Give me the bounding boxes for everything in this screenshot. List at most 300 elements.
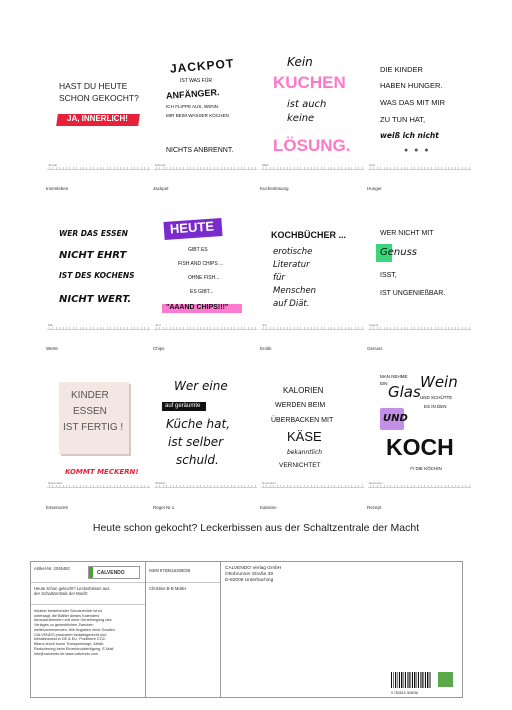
- day-tick: [166, 485, 167, 488]
- day-tick: [424, 327, 425, 330]
- day-tick: [435, 485, 436, 488]
- item-title: Heute schon gekocht? Leckerbissen aus der Schaltzentrale der Macht: [34, 586, 110, 597]
- day-tick: [120, 327, 121, 330]
- month-label: Januar: [48, 163, 58, 167]
- publisher-line-3: D-82008 Unterhaching: [225, 578, 274, 583]
- day-tick: [465, 485, 466, 488]
- day-tick: [49, 327, 50, 330]
- day-tick: [244, 327, 245, 330]
- day-tick: [137, 485, 138, 488]
- day-tick: [214, 167, 215, 170]
- day-tick: [163, 485, 164, 488]
- day-tick: [131, 327, 132, 330]
- info-right-column: [221, 562, 464, 697]
- day-tick: [207, 327, 208, 330]
- day-tick: [117, 167, 118, 170]
- day-tick: [204, 485, 205, 488]
- day-tick: [73, 485, 74, 488]
- day-tick: [217, 485, 218, 488]
- day-tick: [190, 167, 191, 170]
- day-tick: [83, 167, 84, 170]
- mar-line-1: Kein: [287, 55, 313, 69]
- day-tick: [362, 167, 363, 170]
- feb-line-2: IST WAS FÜR: [180, 78, 212, 84]
- month-label: August: [369, 323, 379, 327]
- caption-october: Regel Nr.1: [153, 505, 175, 510]
- day-tick: [93, 327, 94, 330]
- caption-july: Erotik: [260, 346, 272, 351]
- day-tick: [159, 167, 160, 170]
- caption-august: Genuss: [367, 346, 383, 351]
- day-tick: [407, 485, 408, 488]
- day-tick: [197, 327, 198, 330]
- may-line-3: IST DES KOCHENS: [59, 271, 135, 280]
- day-tick: [297, 327, 298, 330]
- aug-line-4: IST UNGENIEßBAR.: [380, 290, 446, 297]
- day-tick: [455, 485, 456, 488]
- day-tick: [183, 485, 184, 488]
- day-tick: [248, 485, 249, 488]
- jul-line-6: auf Diät.: [273, 299, 310, 309]
- day-tick: [458, 167, 459, 170]
- mar-line-2: KUCHEN: [273, 73, 346, 92]
- sep-line-2: ESSEN: [73, 406, 107, 417]
- day-tick: [131, 485, 132, 488]
- day-tick: [384, 485, 385, 488]
- day-tick: [144, 327, 145, 330]
- day-tick: [452, 327, 453, 330]
- day-tick: [52, 485, 53, 488]
- day-tick: [137, 167, 138, 170]
- day-tick: [294, 327, 295, 330]
- apr-dots: ● ● ●: [404, 147, 431, 154]
- month-label: September: [48, 481, 63, 485]
- jun-line-5: ES GIBT...: [190, 289, 214, 295]
- oct-line-2: auf geräumte: [165, 403, 201, 409]
- july-artwork: [259, 210, 366, 328]
- apr-line-1: DIE KINDER: [380, 65, 423, 74]
- item-number: Artikel-Nr. 2045482: [34, 566, 70, 571]
- day-tick: [187, 485, 188, 488]
- day-tick: [248, 327, 249, 330]
- august-artwork: [366, 210, 473, 328]
- mar-line-4: keine: [287, 113, 315, 124]
- caption-november: Kalorien: [260, 505, 277, 510]
- day-tick: [221, 327, 222, 330]
- month-cell-september: [45, 368, 152, 498]
- day-tick: [52, 167, 53, 170]
- month-cell-july: [259, 210, 366, 340]
- jul-line-2: erotische: [273, 247, 313, 257]
- day-tick: [270, 485, 271, 488]
- day-tick: [331, 485, 332, 488]
- sep-line-3: IST FERTIG !: [63, 422, 124, 433]
- day-tick: [97, 327, 98, 330]
- day-tick: [314, 485, 315, 488]
- day-tick: [370, 327, 371, 330]
- day-tick: [324, 167, 325, 170]
- day-tick: [448, 327, 449, 330]
- day-tick: [214, 327, 215, 330]
- day-tick: [217, 167, 218, 170]
- day-tick: [59, 167, 60, 170]
- day-tick: [231, 327, 232, 330]
- day-tick: [311, 167, 312, 170]
- day-tick: [227, 327, 228, 330]
- day-tick: [435, 167, 436, 170]
- jul-line-1: KOCHBÜCHER ...: [271, 230, 347, 240]
- day-tick: [110, 327, 111, 330]
- apr-line-4: ZU TUN HAT,: [380, 115, 426, 124]
- day-tick: [370, 485, 371, 488]
- day-tick: [107, 327, 108, 330]
- day-tick: [255, 167, 256, 170]
- jul-line-5: Menschen: [273, 286, 317, 296]
- day-tick: [452, 167, 453, 170]
- month-label: April: [369, 163, 376, 167]
- day-tick: [166, 327, 167, 330]
- feb-line-1: JACKPOT: [169, 56, 235, 76]
- aug-line-2: Genuss: [380, 247, 417, 258]
- month-cell-november: [259, 368, 366, 498]
- day-tick: [297, 167, 298, 170]
- day-tick: [418, 167, 419, 170]
- day-tick: [224, 167, 225, 170]
- december-artwork: [366, 368, 473, 486]
- day-tick: [234, 327, 235, 330]
- nov-line-2: WERDEN BEIM: [275, 402, 326, 409]
- day-tick: [97, 485, 98, 488]
- day-tick: [404, 485, 405, 488]
- day-tick: [414, 327, 415, 330]
- day-tick: [469, 167, 470, 170]
- day-tick: [401, 485, 402, 488]
- month-label: November: [262, 481, 276, 485]
- day-tick: [428, 167, 429, 170]
- day-tick: [448, 485, 449, 488]
- day-tick: [394, 485, 395, 488]
- day-tick: [103, 167, 104, 170]
- day-tick: [345, 485, 346, 488]
- month-label: Juni: [155, 323, 161, 327]
- day-tick: [445, 327, 446, 330]
- day-tick: [307, 327, 308, 330]
- day-tick: [63, 327, 64, 330]
- day-tick: [414, 167, 415, 170]
- day-tick: [314, 327, 315, 330]
- day-tick: [156, 327, 157, 330]
- day-tick: [404, 327, 405, 330]
- dec-line-5: UND SCHÜTTE: [420, 395, 453, 400]
- day-tick: [307, 167, 308, 170]
- day-tick: [311, 327, 312, 330]
- day-tick: [120, 167, 121, 170]
- oct-line-4: ist selber: [168, 435, 224, 449]
- day-tick: [241, 167, 242, 170]
- day-tick: [90, 327, 91, 330]
- jan-line-2: SCHON GEKOCHT?: [59, 93, 139, 103]
- day-tick: [435, 327, 436, 330]
- day-tick: [324, 485, 325, 488]
- caption-september: Essenszeit: [46, 505, 68, 510]
- day-tick: [431, 167, 432, 170]
- day-tick: [107, 485, 108, 488]
- day-tick: [86, 327, 87, 330]
- jun-line-4: OHNE FISH...: [188, 275, 220, 281]
- day-tick: [390, 167, 391, 170]
- day-tick: [193, 167, 194, 170]
- day-tick: [338, 327, 339, 330]
- day-tick: [377, 327, 378, 330]
- day-tick: [401, 167, 402, 170]
- feb-line-3: ANFÄNGER.: [165, 87, 220, 101]
- day-tick: [197, 485, 198, 488]
- day-tick: [377, 485, 378, 488]
- day-tick: [324, 327, 325, 330]
- day-tick: [341, 167, 342, 170]
- jul-line-4: für: [273, 273, 285, 283]
- day-tick: [59, 327, 60, 330]
- day-tick: [56, 485, 57, 488]
- day-tick: [348, 327, 349, 330]
- day-tick: [134, 327, 135, 330]
- day-tick: [328, 167, 329, 170]
- publisher-line-2: Ottobrunner Straße 39: [225, 572, 273, 577]
- day-tick: [80, 485, 81, 488]
- day-tick: [287, 485, 288, 488]
- day-tick: [173, 167, 174, 170]
- month-cell-may: [45, 210, 152, 340]
- day-tick: [373, 327, 374, 330]
- day-tick: [414, 485, 415, 488]
- day-tick: [137, 327, 138, 330]
- day-tick: [217, 327, 218, 330]
- day-tick: [390, 327, 391, 330]
- day-tick: [127, 167, 128, 170]
- product-info-box: [30, 561, 463, 698]
- day-tick: [407, 167, 408, 170]
- day-tick: [183, 167, 184, 170]
- day-tick: [231, 485, 232, 488]
- calendar-title: Heute schon gekocht? Leckerbissen aus der Schaltzentrale der Macht: [92, 522, 420, 534]
- dec-line-2: EIN: [380, 381, 388, 386]
- day-tick: [69, 167, 70, 170]
- day-tick: [307, 485, 308, 488]
- day-tick: [317, 167, 318, 170]
- day-tick: [148, 167, 149, 170]
- dec-line-8: KOCH: [386, 434, 454, 460]
- day-tick: [424, 167, 425, 170]
- month-label: Februar: [155, 163, 166, 167]
- day-tick: [380, 327, 381, 330]
- day-tick: [300, 485, 301, 488]
- day-tick: [362, 485, 363, 488]
- november-artwork: [259, 368, 366, 486]
- jun-line-2: GIBT ES: [188, 247, 208, 253]
- january-artwork: [45, 50, 152, 168]
- day-tick: [270, 327, 271, 330]
- apr-line-2: HABEN HUNGER.: [380, 81, 443, 90]
- day-tick: [190, 327, 191, 330]
- february-artwork: [152, 50, 259, 168]
- day-tick: [287, 327, 288, 330]
- day-tick: [56, 167, 57, 170]
- nov-line-1: KALORIEN: [283, 386, 324, 395]
- day-tick: [124, 167, 125, 170]
- day-tick: [80, 167, 81, 170]
- day-tick: [204, 167, 205, 170]
- day-tick: [394, 167, 395, 170]
- day-tick: [238, 167, 239, 170]
- day-tick: [445, 485, 446, 488]
- day-tick: [93, 167, 94, 170]
- day-tick: [266, 167, 267, 170]
- day-tick: [207, 167, 208, 170]
- month-label: Dezember: [369, 481, 383, 485]
- day-tick: [263, 485, 264, 488]
- day-tick: [266, 327, 267, 330]
- day-tick: [317, 485, 318, 488]
- info-middle-column: [146, 562, 221, 697]
- day-tick: [418, 327, 419, 330]
- day-tick: [180, 167, 181, 170]
- day-tick: [355, 485, 356, 488]
- caption-may: Werte: [46, 346, 58, 351]
- day-tick: [283, 327, 284, 330]
- day-tick: [384, 327, 385, 330]
- day-tick: [266, 485, 267, 488]
- day-tick: [90, 485, 91, 488]
- day-tick: [465, 327, 466, 330]
- month-label: März: [262, 163, 269, 167]
- day-tick: [469, 327, 470, 330]
- jun-line-1: HEUTE: [169, 218, 215, 237]
- day-tick: [63, 167, 64, 170]
- day-tick: [321, 485, 322, 488]
- day-tick: [117, 327, 118, 330]
- may-artwork: [45, 210, 152, 328]
- day-tick: [290, 327, 291, 330]
- day-tick: [270, 167, 271, 170]
- day-tick: [159, 485, 160, 488]
- day-tick: [103, 327, 104, 330]
- jun-line-6: "AAAND CHIPS!!!": [166, 304, 229, 311]
- day-tick: [144, 485, 145, 488]
- day-tick: [455, 327, 456, 330]
- day-tick: [290, 485, 291, 488]
- author: Christine B-B Müller: [149, 586, 187, 591]
- day-tick: [401, 327, 402, 330]
- day-tick: [421, 327, 422, 330]
- day-tick: [156, 167, 157, 170]
- day-tick: [334, 485, 335, 488]
- day-tick: [441, 167, 442, 170]
- jan-line-1: HAST DU HEUTE: [59, 81, 128, 91]
- barcode-number: 9 783516 305036: [391, 691, 419, 695]
- day-tick: [311, 485, 312, 488]
- day-tick: [224, 327, 225, 330]
- day-tick: [210, 327, 211, 330]
- day-tick: [407, 327, 408, 330]
- day-tick: [110, 167, 111, 170]
- september-artwork: [45, 368, 152, 486]
- info-left-column: [31, 562, 146, 697]
- april-artwork: [366, 50, 473, 168]
- day-tick: [287, 167, 288, 170]
- day-tick: [424, 485, 425, 488]
- day-tick: [455, 167, 456, 170]
- day-tick: [200, 327, 201, 330]
- day-tick: [377, 167, 378, 170]
- dec-line-3: Glas: [388, 383, 421, 401]
- may-line-2: NICHT EHRT: [59, 250, 127, 261]
- day-tick: [197, 167, 198, 170]
- month-cell-march: [259, 50, 366, 180]
- day-tick: [127, 485, 128, 488]
- sep-line-4: KOMMT MECKERN!: [65, 468, 139, 476]
- day-tick: [76, 485, 77, 488]
- oct-line-5: schuld.: [176, 453, 219, 467]
- dec-line-6: ES IN DEN: [424, 404, 447, 409]
- day-tick: [69, 485, 70, 488]
- day-tick: [210, 485, 211, 488]
- day-tick: [277, 485, 278, 488]
- day-tick: [100, 167, 101, 170]
- day-tick: [355, 167, 356, 170]
- day-tick: [273, 167, 274, 170]
- day-tick: [100, 327, 101, 330]
- apr-line-5: weiß ich nicht: [380, 131, 439, 140]
- day-tick: [241, 485, 242, 488]
- day-tick: [458, 327, 459, 330]
- day-tick: [421, 485, 422, 488]
- day-tick: [93, 485, 94, 488]
- day-tick: [334, 167, 335, 170]
- day-tick: [100, 485, 101, 488]
- apr-line-3: WAS DAS MIT MIR: [380, 98, 446, 107]
- barcode-icon: [391, 670, 431, 690]
- day-tick: [86, 167, 87, 170]
- day-tick: [431, 485, 432, 488]
- day-tick: [241, 327, 242, 330]
- month-label: Mai: [48, 323, 53, 327]
- day-tick: [280, 327, 281, 330]
- day-tick: [244, 167, 245, 170]
- aug-line-1: WER NICHT MIT: [380, 230, 434, 237]
- may-line-1: WER DAS ESSEN: [59, 229, 128, 238]
- day-tick: [83, 485, 84, 488]
- month-label: Juli: [262, 323, 267, 327]
- eco-badge-icon: [438, 672, 453, 687]
- day-tick: [348, 485, 349, 488]
- day-tick: [387, 485, 388, 488]
- day-tick: [380, 167, 381, 170]
- day-tick: [462, 485, 463, 488]
- caption-january: Innenleben: [46, 186, 69, 191]
- day-tick: [397, 485, 398, 488]
- day-tick: [86, 485, 87, 488]
- day-tick: [441, 327, 442, 330]
- day-tick: [348, 167, 349, 170]
- day-tick: [384, 167, 385, 170]
- march-artwork: [259, 50, 366, 168]
- day-tick: [317, 327, 318, 330]
- day-tick: [397, 167, 398, 170]
- day-tick: [180, 327, 181, 330]
- aug-line-3: ISST,: [380, 272, 397, 279]
- day-tick: [469, 485, 470, 488]
- day-tick: [334, 327, 335, 330]
